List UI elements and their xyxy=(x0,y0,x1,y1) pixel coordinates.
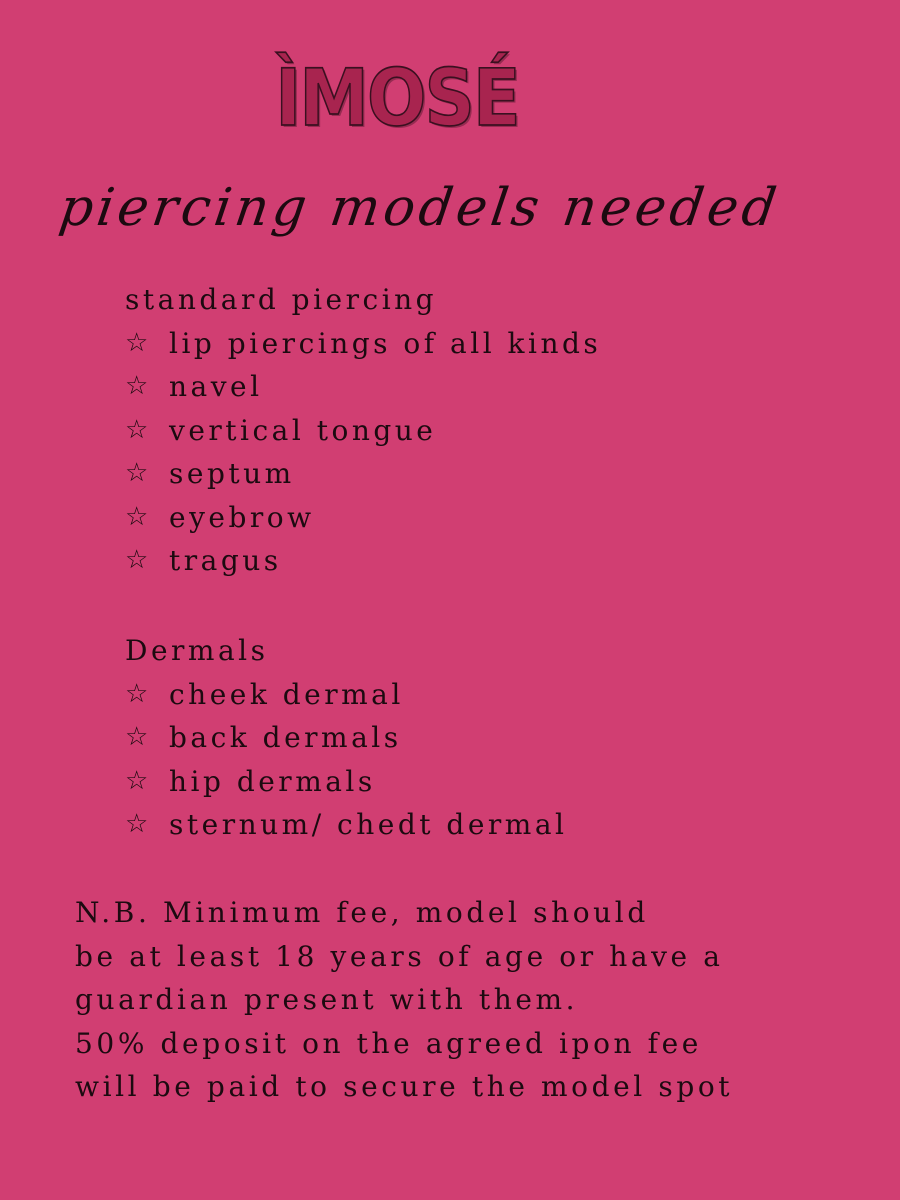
brand-logo xyxy=(262,48,532,148)
list-item xyxy=(125,716,567,760)
list-item-label: tragus xyxy=(169,544,282,577)
logo-text: ÌMOSÉ xyxy=(275,52,519,144)
list-item xyxy=(125,365,601,409)
star-outline-icon: ☆ xyxy=(125,722,152,752)
list-item-label: hip dermals xyxy=(169,764,376,798)
list-item xyxy=(125,496,601,540)
note-line: guardian present with them. xyxy=(75,983,579,1016)
star-outline-icon: ☆ xyxy=(125,765,152,796)
list-item xyxy=(125,673,567,717)
list-item-label: sternum/ chedt dermal xyxy=(169,808,568,841)
list-item xyxy=(125,760,567,804)
list-item-label: navel xyxy=(169,370,263,403)
section-heading-standard: standard piercing xyxy=(125,283,438,316)
star-outline-icon: ☆ xyxy=(125,371,152,401)
list-item xyxy=(125,452,601,496)
star-outline-icon: ☆ xyxy=(125,414,152,445)
list-item-label: eyebrow xyxy=(169,500,315,534)
list-item-label: cheek dermal xyxy=(169,677,404,711)
list-item xyxy=(125,322,601,366)
star-outline-icon: ☆ xyxy=(125,327,152,358)
list-item-label: vertical tongue xyxy=(169,413,437,447)
list-item xyxy=(125,409,601,453)
note-line: be at least 18 years of age or have a xyxy=(75,939,724,973)
star-outline-icon: ☆ xyxy=(125,458,152,488)
dermals-section xyxy=(125,629,567,847)
list-item xyxy=(125,539,601,583)
star-outline-icon: ☆ xyxy=(125,678,152,709)
headline: piercing models needed xyxy=(55,178,784,238)
star-outline-icon: ☆ xyxy=(125,545,152,575)
list-item-label: septum xyxy=(169,457,295,490)
note-line: will be paid to secure the model spot xyxy=(75,1070,734,1103)
star-outline-icon: ☆ xyxy=(125,809,152,839)
section-heading-dermals: Dermals xyxy=(125,634,269,667)
note-line: 50% deposit on the agreed ipon fee xyxy=(75,1026,702,1060)
list-item-label: back dermals xyxy=(169,721,402,754)
list-item-label: lip piercings of all kinds xyxy=(169,326,602,360)
notes-section xyxy=(75,891,733,1109)
standard-piercing-section xyxy=(125,278,601,583)
star-outline-icon: ☆ xyxy=(125,501,152,532)
list-item xyxy=(125,803,567,847)
note-line: N.B. Minimum fee, model should xyxy=(75,896,649,929)
